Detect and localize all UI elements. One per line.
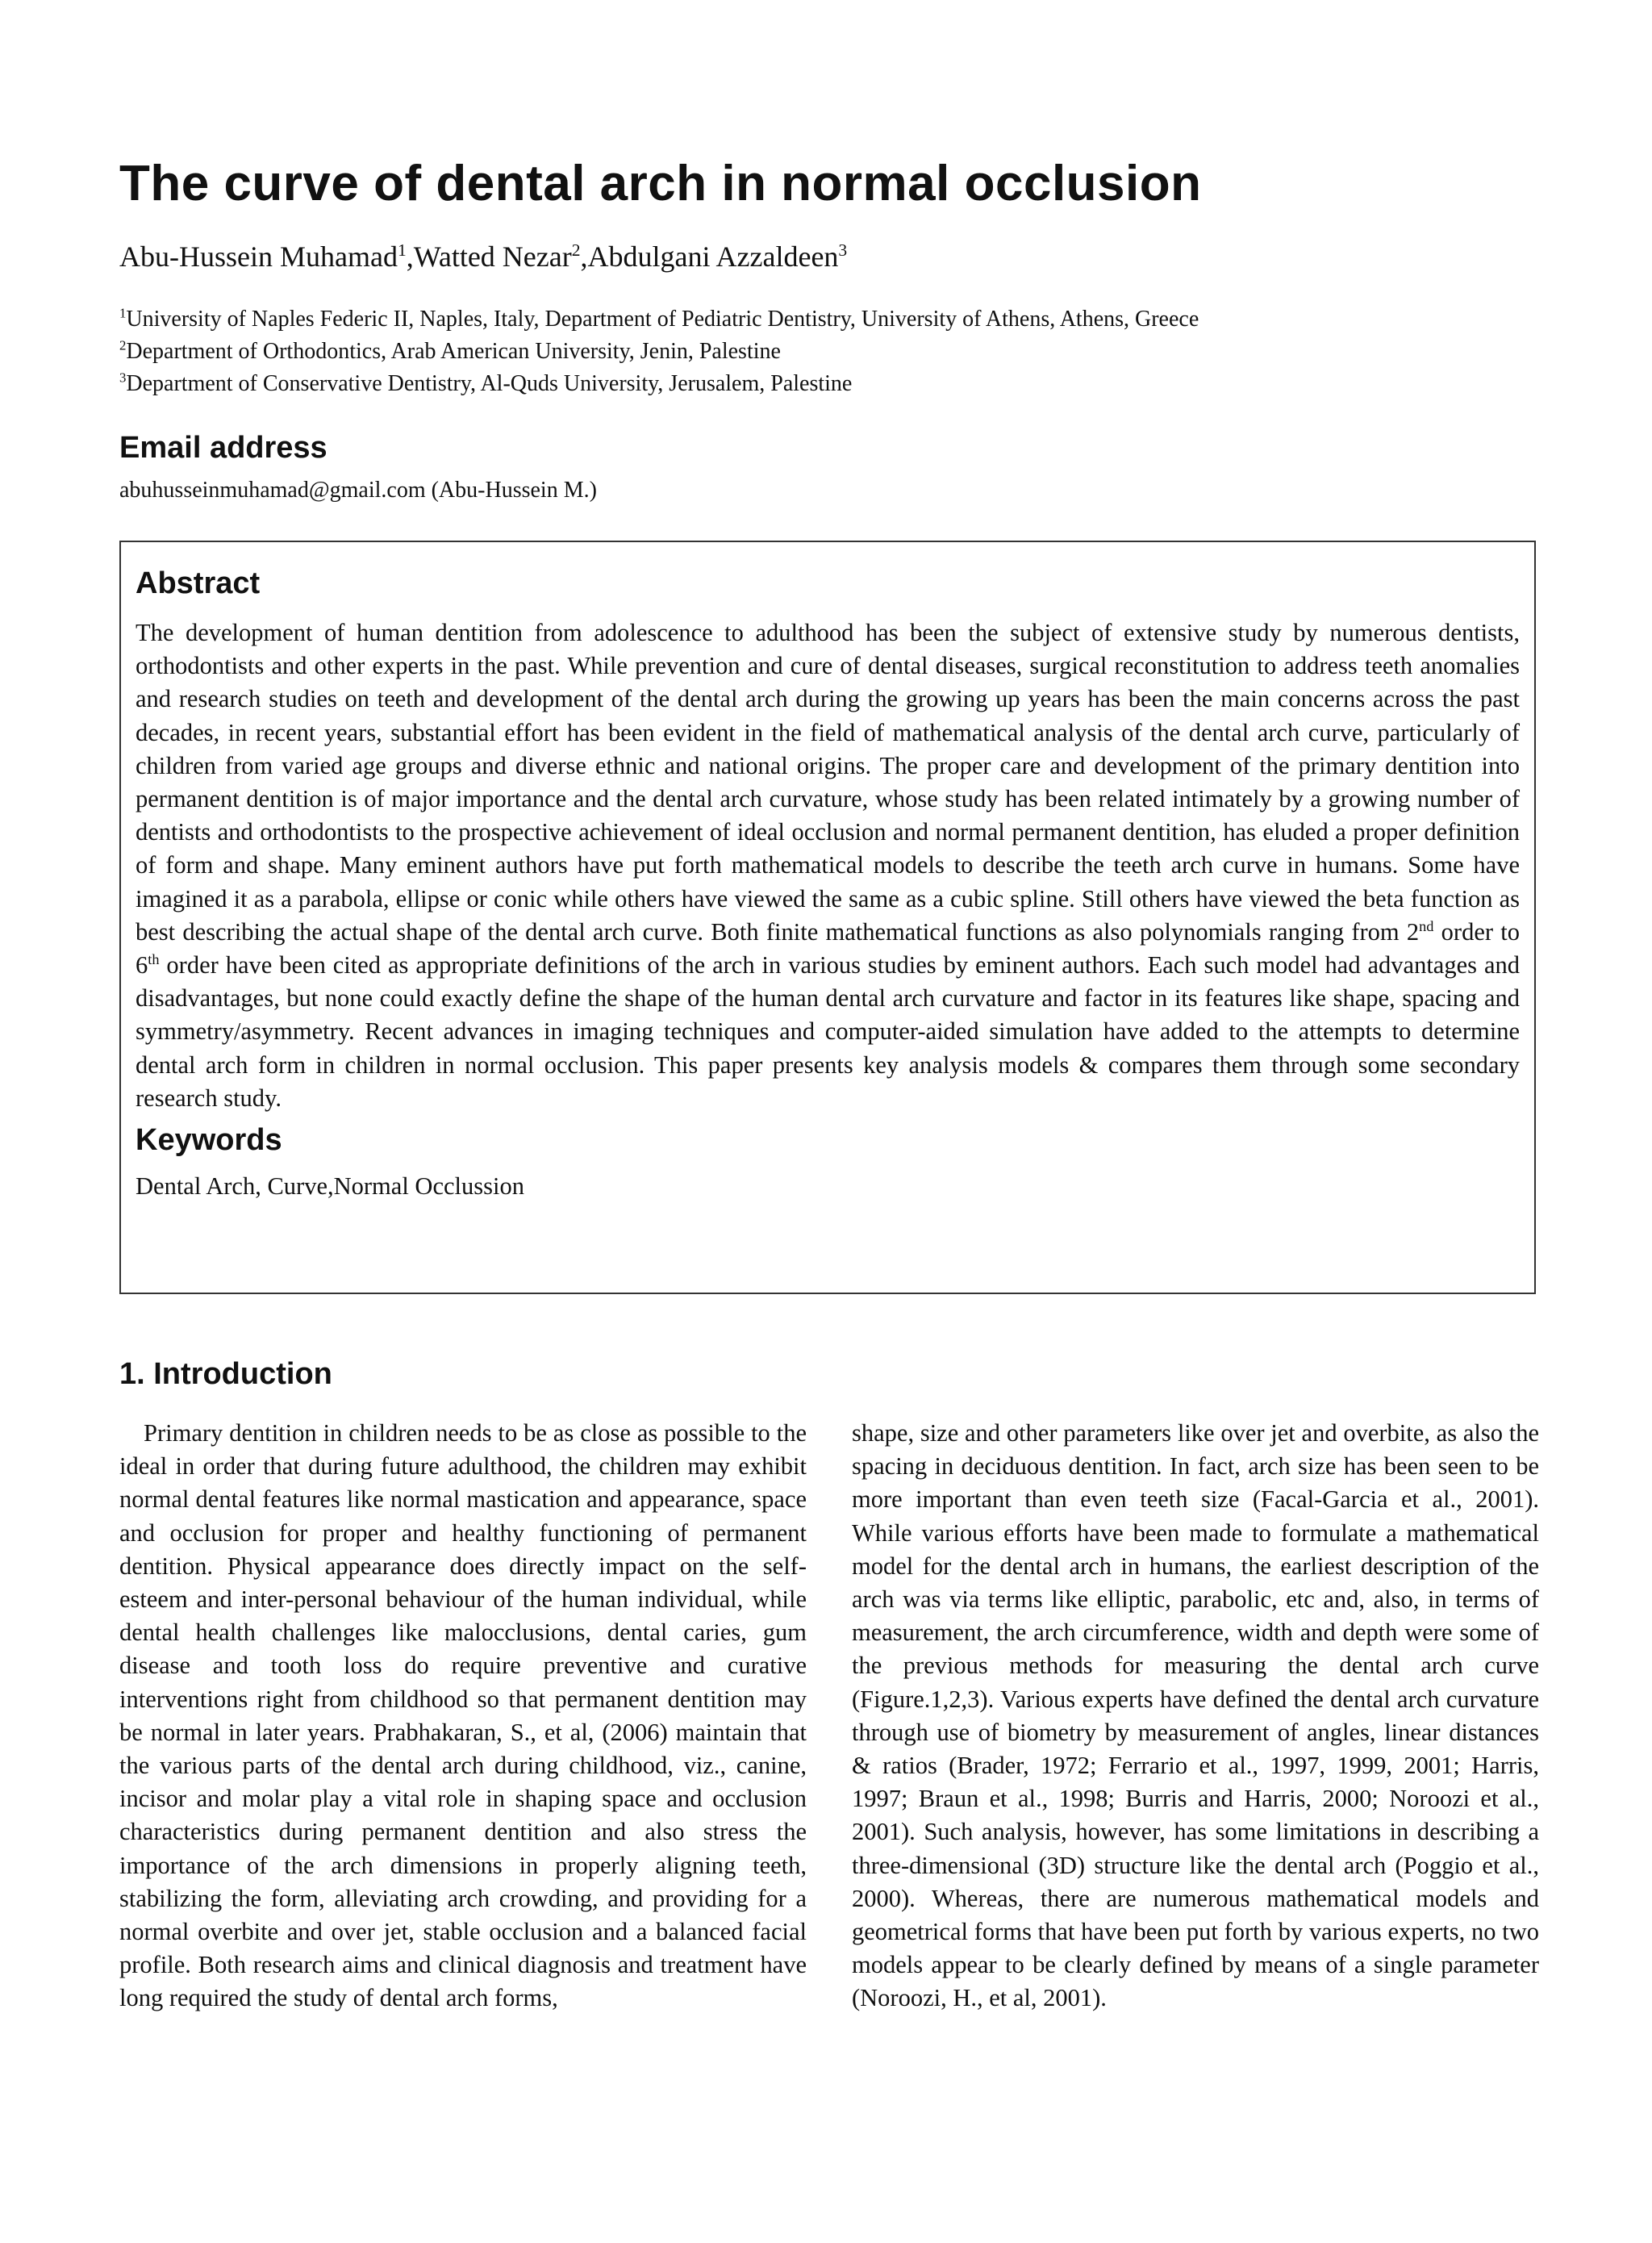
ordinal-suffix: nd	[1419, 917, 1434, 934]
author-affiliation-mark: 3	[838, 240, 848, 260]
paper-page	[119, 153, 1539, 2012]
keywords-text: Dental Arch, Curve,Normal Occlussion	[136, 1172, 524, 1201]
introduction-section	[119, 1355, 1539, 2015]
affiliation-text: Department of Conservative Dentistry, Al-Quds University, Jerusalem, Palestine	[126, 371, 853, 396]
ordinal-suffix: th	[148, 950, 160, 967]
email-address: abuhusseinmuhamad@gmail.com (Abu-Hussein M.)	[119, 478, 597, 503]
affiliation-list	[119, 303, 1539, 400]
abstract-box	[119, 541, 1536, 1294]
author-name: Watted Nezar	[413, 240, 572, 273]
body-column-right: shape, size and other parameters like over jet and overbite, as also the spacing in deciduous dentition. In fact, arch size has been seen to be more important than even teeth size (Facal-Garcia et al., 2001). While various efforts have been made to formulate a mathematical model for the dental arch in humans, the earliest description of the arch was via terms like elliptic, parabolic, etc and, also, in terms of measurement, the arch circumference, width and depth were some of the previous methods for measuring the dental arch curve (Figure.1,2,3). Various experts have defined the dental arch curvature through use of biometry by measurement of angles, linear distances & ratios (Brader, 1972; Ferrario et al., 1997, 1999, 2001; Harris, 1997; Braun et al., 1998; Burris and Harris, 2000; Noroozi et al., 2001). Such analysis, however, has some limitations in describing a three-dimensional (3D) structure like the dental arch (Poggio et al., 2000). Whereas, there are numerous mathematical models and geometrical forms that have been put forth by various experts, no two models appear to be clearly defined by means of a single parameter (Noroozi, H., et al, 2001).	[852, 1419, 1539, 2012]
affiliation-mark: 2	[119, 337, 127, 353]
author-affiliation-mark: 1	[397, 240, 407, 260]
affiliation-mark: 3	[119, 370, 127, 386]
introduction-heading: 1. Introduction	[119, 1357, 332, 1391]
abstract-text-part: The development of human dentition from adolescence to adulthood has been the subject of extensive study by numerous dentists, orthodontists and other experts in the past. While prevention and cure of dental diseases, surgical reconstitution to address teeth anomalies and research studies on teeth and development of the dental arch during the growing up years has been the main concerns across the past decades, in recent years, substantial effort has been evident in the field of mathematical analysis of the dental arch curve, particularly of children from varied age groups and diverse ethnic and national origins. The proper care and development of the primary dentition into permanent dentition is of major importance and the dental arch curvature, whose study has been related intimately by a growing number of dentists and orthodontists to the prospective achievement of ideal occlusion and normal permanent dentition, has eluded a proper definition of form and shape. Many eminent authors have put forth mathematical models to describe the teeth arch curve in humans. Some have imagined it as a parabola, ellipse or conic while others have viewed the same as a cubic spline. Still others have viewed the beta function as best describing the actual shape of the dental arch curve. Both finite mathematical functions as also polynomials ranging from 2	[136, 619, 1520, 946]
keywords-heading: Keywords	[136, 1123, 282, 1158]
affiliation-item	[119, 368, 1539, 400]
author-separator: ,	[406, 240, 414, 273]
affiliation-text: University of Naples Federic II, Naples, Italy, Department of Pediatric Dentistry, University of Athens, Athens, Greece	[126, 307, 1199, 332]
affiliation-text: Department of Orthodontics, Arab American University, Jenin, Palestine	[126, 339, 781, 364]
author-name: Abdulgani Azzaldeen	[587, 240, 839, 273]
abstract-text	[136, 616, 1520, 1115]
abstract-heading: Abstract	[136, 566, 261, 600]
abstract-text-part: order have been cited as appropriate definitions of the arch in various studies by eminent authors. Each such model had advantages and disadvantages, but none could exactly define the shape of the human dental arch curvature and factor in its features like shape, spacing and symmetry/asymmetry. Recent advances in imaging techniques and computer-aided simulation have added to the attempts to determine dental arch form in children in normal occlusion. This paper presents key analysis models & compares them through some secondary research study.	[136, 951, 1520, 1112]
author-affiliation-mark: 2	[571, 240, 581, 260]
author-list	[119, 239, 1539, 274]
author-separator: ,	[580, 240, 588, 273]
paper-title: The curve of dental arch in normal occlusion	[119, 156, 1202, 211]
body-column-left: Primary dentition in children needs to be as close as possible to the ideal in order that during future adulthood, the children may exhibit normal dental features like normal mastication and appearance, space and occlusion for proper and healthy functioning of permanent dentition. Physical appearance does directly impact on the self-esteem and inter-personal behaviour of the human individual, while dental health challenges like malocclusions, dental caries, gum disease and tooth loss do require preventive and curative interventions right from childhood so that permanent dentition may be normal in later years. Prabhakaran, S., et al, (2006) maintain that the various parts of the dental arch during childhood, viz., canine, incisor and molar play a vital role in shaping space and occlusion characteristics during permanent dentition and also stress the importance of the arch dimensions in properly aligning teeth, stabilizing the form, alleviating arch crowding, and providing for a normal overbite and over jet, stable occlusion and a balanced facial profile. Both research aims and clinical diagnosis and treatment have long required the study of dental arch forms,	[119, 1419, 807, 2012]
affiliation-mark: 1	[119, 305, 127, 321]
affiliation-item	[119, 336, 1539, 368]
affiliation-item	[119, 303, 1539, 336]
body-columns	[119, 1417, 1539, 2015]
author-name: Abu-Hussein Muhamad	[119, 240, 398, 273]
email-section	[119, 429, 1539, 507]
abstract-text-part: order to 6	[136, 917, 1520, 979]
email-heading: Email address	[119, 431, 327, 465]
